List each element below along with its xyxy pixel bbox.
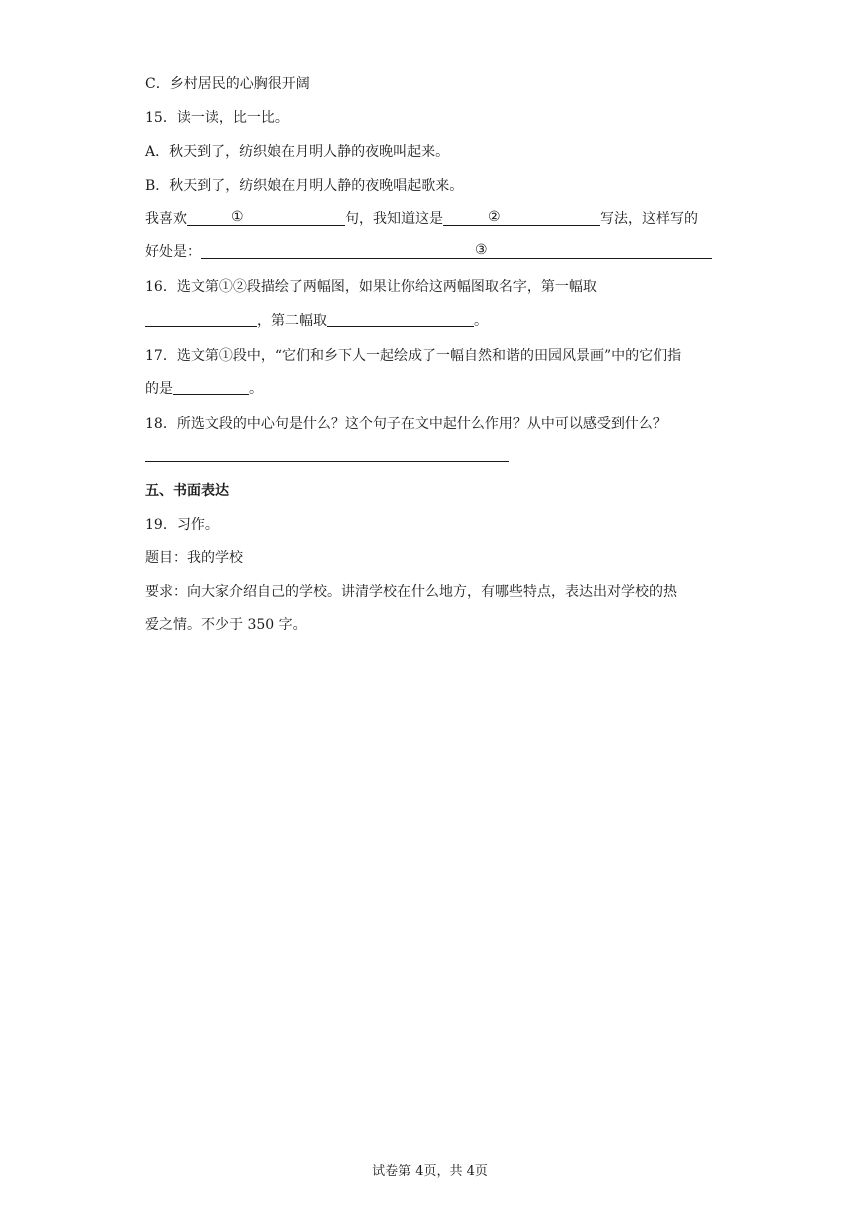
answer-blank-16b[interactable] [327,312,474,327]
fill-text: 写法，这样写的 [600,211,698,227]
section-heading: 五、书面表达 [145,483,229,499]
fill-text: 我喜欢 [145,211,187,227]
question-16: 16．选文第①②段描绘了两幅图，如果让你给这两幅图取名字，第一幅取 [145,279,597,295]
blank-marker: ① [231,209,244,225]
fill-text: 的是 [145,381,173,397]
essay-requirement-2: 爱之情。不少于 350 字。 [145,617,307,633]
fill-text: 好处是： [145,244,201,260]
blank-marker: ③ [475,242,488,258]
question-15-option-b: B．秋天到了，纺织娘在月明人静的夜晚唱起歌来。 [145,178,464,194]
essay-title: 题目：我的学校 [145,550,243,566]
option-c: C．乡村居民的心胸很开阔 [145,76,310,92]
answer-blank-16a[interactable] [145,312,257,327]
question-17-blank [145,379,263,399]
question-18: 18．所选文段的中心句是什么？这个句子在文中起什么作用？从中可以感受到什么？ [145,416,667,432]
essay-requirement-1: 要求：向大家介绍自己的学校。讲清学校在什么地方，有哪些特点，表达出对学校的热 [145,584,677,600]
question-15-fill-line-2 [145,242,712,262]
question-15-fill-line-1 [145,209,698,229]
question-16-blanks [145,311,488,331]
answer-blank-2[interactable] [443,209,600,226]
fill-text: ，第二幅取 [257,313,327,329]
answer-blank-3[interactable] [201,242,712,259]
question-17: 17．选文第①段中，“它们和乡下人一起绘成了一幅自然和谐的田园风景画”中的它们指 [145,348,682,364]
answer-blank-1[interactable] [187,209,345,226]
answer-blank-17[interactable] [173,380,249,395]
fill-text: 句，我知道这是 [345,211,443,227]
question-19: 19．习作。 [145,517,219,533]
blank-marker: ② [488,209,501,225]
question-15-option-a: A．秋天到了，纺织娘在月明人静的夜晚叫起来。 [145,144,450,160]
fill-text: 。 [249,381,263,397]
answer-line-18[interactable] [145,461,509,462]
fill-text: 。 [474,313,488,329]
question-15: 15．读一读，比一比。 [145,110,289,126]
page-footer: 试卷第 4页，共 4页 [372,1164,488,1179]
